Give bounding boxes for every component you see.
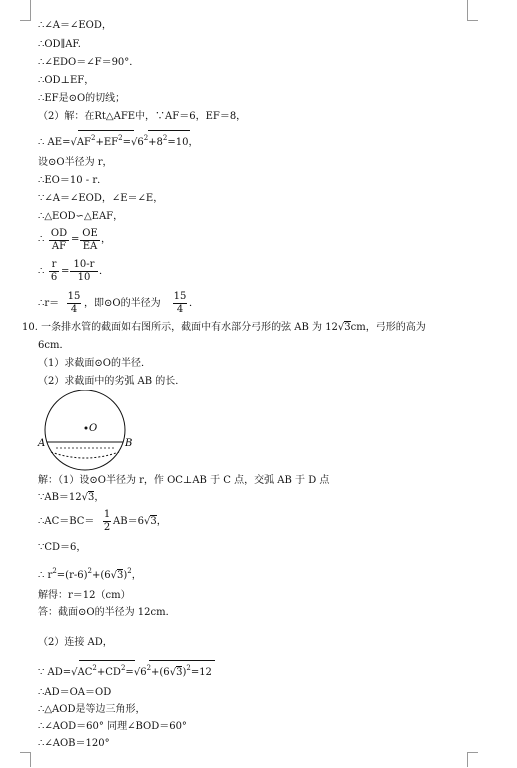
text-line: ∵∠A＝∠EOD，∠E＝∠E， — [38, 193, 164, 204]
solution-line: ∴∠AOD＝60° 同理∠BOD＝60° — [38, 721, 187, 732]
label-a: A — [38, 438, 46, 449]
formula-text: ∴ — [38, 234, 45, 245]
corner-mark-bottom-right — [467, 752, 478, 767]
fraction-10r-10 — [70, 259, 98, 284]
formula-text: ， — [101, 234, 111, 245]
solution-text: ， — [94, 492, 105, 503]
formula-text: = — [71, 234, 80, 245]
problem-line — [22, 322, 426, 334]
formula-text: = — [125, 667, 134, 678]
formula-text: = — [61, 266, 70, 277]
text-line: ∴∠EDO＝∠F＝90°． — [38, 57, 140, 68]
solution-text: 3 — [88, 492, 95, 503]
formula-text: 6 — [137, 137, 144, 148]
solution-text: =(r-6) — [56, 570, 88, 581]
numerator: 10-r — [73, 259, 95, 270]
formula-text: AC — [77, 667, 93, 678]
formula-text: +CD — [96, 667, 121, 678]
denominator: 4 — [176, 304, 184, 315]
question-1: （1）求截面⊙O的半径． — [38, 358, 151, 369]
fraction-one-half — [103, 509, 111, 534]
corner-mark-bottom-left — [20, 752, 31, 767]
fraction-oe-ea — [80, 228, 100, 253]
superscript: 2 — [162, 134, 168, 142]
formula-text: √ — [130, 137, 138, 148]
denominator: 6 — [50, 272, 58, 283]
numerator: 15 — [173, 291, 187, 302]
center-point-o — [85, 427, 88, 430]
formula-text: ∴ AE= — [38, 137, 71, 148]
superscript: 2 — [186, 664, 191, 672]
superscript: 2 — [120, 664, 126, 672]
solution-text: ， — [131, 570, 142, 581]
numerator: r — [51, 259, 57, 270]
formula-text: AF — [76, 137, 91, 148]
superscript: 2 — [143, 134, 149, 142]
formula-text: =10， — [167, 137, 199, 148]
problem-text: cm，弓形的高为 — [350, 322, 426, 333]
formula-text: ∴ — [38, 266, 45, 277]
superscript: 2 — [92, 664, 97, 672]
text-line: ∴EO＝10 - r． — [38, 175, 108, 186]
superscript: 2 — [127, 567, 132, 575]
formula-text: ． — [189, 298, 199, 309]
solution-line: ∴∠AOB＝120° — [38, 738, 110, 749]
sqrt-sign: √ — [110, 570, 117, 581]
numerator: OE — [82, 228, 98, 239]
sqrt-sign: √ — [133, 667, 141, 678]
formula-text: 6 — [140, 667, 147, 678]
superscript: 2 — [52, 567, 57, 575]
fraction-15-4 — [173, 291, 187, 316]
solution-text: ) — [123, 570, 128, 581]
formula-text: =12 — [190, 667, 212, 678]
text-line: ∴OD∥AF. — [38, 39, 81, 50]
denominator: EA — [82, 241, 98, 252]
solution-text: ， — [156, 516, 167, 527]
formula-text: ) — [182, 667, 187, 678]
fraction-od-af — [49, 228, 69, 253]
solution-text: AB＝6 — [113, 516, 144, 527]
denominator: AF — [51, 241, 67, 252]
solution-line — [38, 565, 142, 582]
problem-line: 6cm． — [38, 340, 70, 351]
radical-bar — [148, 130, 190, 131]
formula-text: √ — [70, 137, 77, 148]
fraction-r-6 — [49, 259, 59, 284]
radical-bar — [79, 660, 135, 661]
pipe-cross-section-figure — [36, 390, 136, 476]
text-line: ∴△EOD∽△EAF， — [38, 211, 124, 222]
problem-text: 3 — [344, 322, 351, 333]
sqrt-sign: √ — [71, 667, 78, 678]
solution-line — [113, 516, 167, 528]
label-b: B — [125, 438, 133, 449]
numerator: 15 — [67, 291, 81, 302]
text-line: ∴OD⊥EF， — [38, 75, 95, 86]
solution-line: 解：（1）设⊙O半径为 r，作 OC⊥AB 于 C 点，交弧 AB 于 D 点 — [38, 475, 330, 486]
denominator: 2 — [103, 522, 111, 533]
sqrt-sign: √ — [143, 516, 151, 527]
denominator: 4 — [70, 304, 78, 315]
formula-text: ． — [99, 266, 109, 277]
fraction-15-4 — [67, 291, 81, 316]
label-o: O — [89, 423, 98, 434]
sqrt-sign: √ — [337, 322, 345, 333]
solution-text: ∵AB＝12 — [38, 492, 82, 503]
formula-text: = — [122, 137, 131, 148]
text-line: （2）解：在Rt△AFE中，∵AF＝6，EF＝8， — [38, 111, 247, 122]
solution-text: +(6 — [91, 570, 111, 581]
solution-text: ∴ r — [38, 570, 53, 581]
formula-text: ，即⊙O的半径为 — [84, 298, 161, 309]
solution-text: ∴AC＝BC＝ — [38, 516, 95, 527]
superscript: 2 — [146, 664, 152, 672]
formula-text: ∵ AD= — [38, 667, 72, 678]
solution-line: ∴AD＝OA＝OD — [38, 687, 112, 698]
formula-text: ∴r＝ — [38, 298, 60, 309]
water-arc — [51, 452, 119, 458]
corner-mark-top-left — [20, 0, 31, 21]
question-2: （2）求截面中的劣弧 AB 的长． — [38, 376, 186, 387]
solution-text: 3 — [150, 516, 157, 527]
solution-line — [38, 492, 104, 504]
formula-text: +8 — [148, 137, 163, 148]
formula-text: +(6 — [151, 667, 170, 678]
formula-text: 3 — [176, 667, 183, 678]
text-line: 设⊙O半径为 r， — [38, 157, 113, 168]
answer-line: 答：截面⊙O的半径为 12cm． — [38, 607, 176, 618]
solution-text: 3 — [117, 570, 124, 581]
radical-bar — [78, 130, 134, 131]
sqrt-sign: √ — [81, 492, 89, 503]
superscript: 2 — [87, 567, 92, 575]
text-line: ∴∠A＝∠EOD， — [38, 20, 112, 31]
solution-line: 解得：r＝12（cm） — [38, 590, 131, 601]
radical-bar — [149, 660, 215, 661]
sqrt-sign: √ — [169, 667, 177, 678]
corner-mark-top-right — [467, 0, 478, 21]
problem-text: 10. 一条排水管的截面如右图所示，截面中有水部分弓形的弦 AB 为 12 — [22, 322, 338, 333]
superscript: 2 — [118, 134, 123, 142]
solution-line: ∴△AOD是等边三角形， — [38, 704, 146, 715]
numerator: 1 — [103, 509, 111, 520]
solution-line: （2）连接 AD， — [38, 637, 113, 648]
solution-line: ∵CD＝6， — [38, 542, 87, 553]
numerator: OD — [50, 228, 68, 239]
superscript: 2 — [91, 134, 96, 142]
text-line: ∴EF是⊙O的切线； — [38, 93, 126, 104]
denominator: 10 — [77, 272, 91, 283]
formula-text: +EF — [95, 137, 119, 148]
circle-outline — [45, 390, 125, 470]
